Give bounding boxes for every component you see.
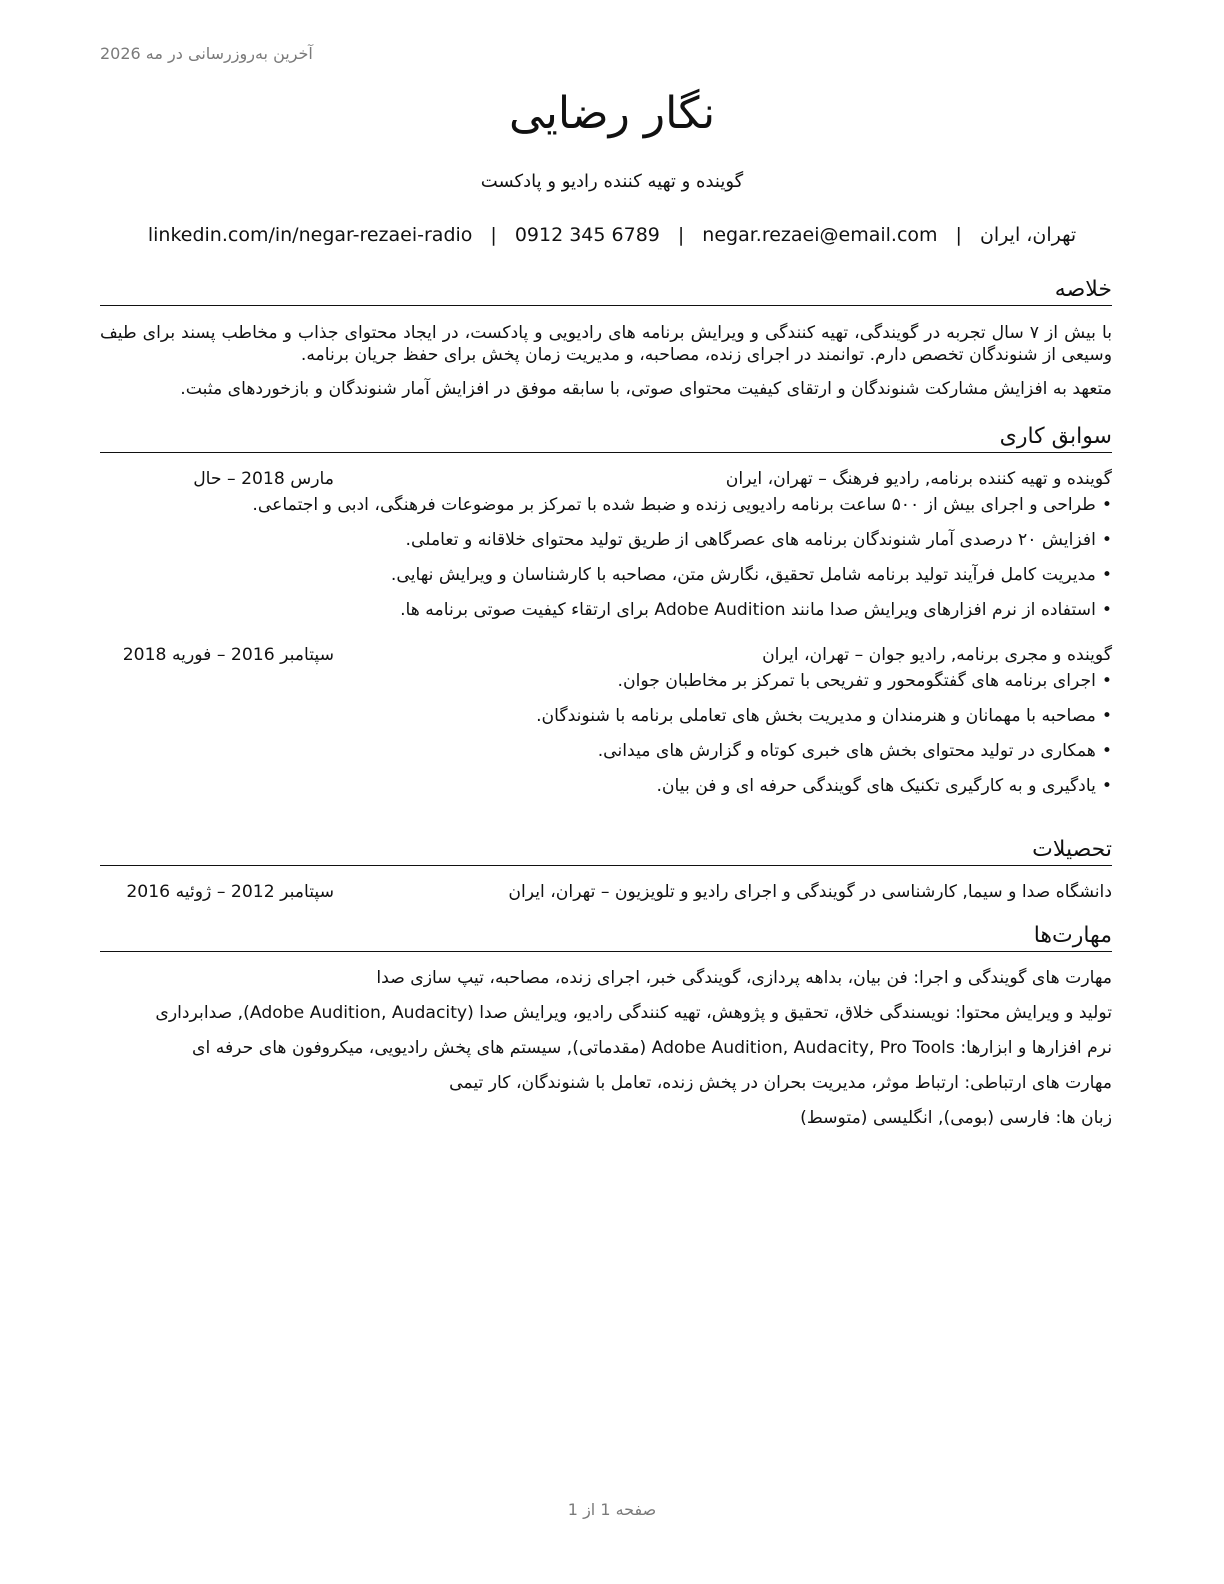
skill-line: مهارت های گویندگی و اجرا: فن بیان، بداهه پردازی، گویندگی خبر، اجرای زنده، مصاحبه، تیپ سازی صدا (376, 968, 1112, 988)
skills-list (100, 966, 1112, 1130)
contact-line (0, 224, 1224, 246)
skill-line: مهارت های ارتباطی: ارتباط موثر، مدیریت بحران در پخش زنده، تعامل با شنوندگان، کار تیمی (449, 1073, 1112, 1093)
bullet-icon: • (1101, 530, 1112, 550)
contact-linkedin[interactable]: linkedin.com/in/negar-rezaei-radio (147, 224, 473, 246)
job-bullet: •استفاده از نرم افزارهای ویرایش صدا مانند Adobe Audition برای ارتقاء کیفیت صوتی برنامه ها. (400, 600, 1112, 620)
job-heading: گوینده و تهیه کننده برنامه, رادیو فرهنگ – تهران، ایران (725, 469, 1112, 489)
bullet-icon: • (1101, 565, 1112, 585)
page-number: صفحه 1 از 1 (567, 1500, 657, 1519)
candidate-name: نگار رضایی (508, 88, 716, 139)
job-heading: گوینده و مجری برنامه, رادیو جوان – تهران، ایران (762, 645, 1112, 665)
summary-paragraph: با بیش از ۷ سال تجربه در گویندگی، تهیه کنندگی و ویرایش برنامه های رادیویی و پادکست، در ایجاد محتوای جذاب و مخاطب پسند برای طیف وسیعی از شنوندگان تخصص دارم. توانمند در اجرای زنده، مصاحبه، و مدیریت زمان پخش برای حفظ جریان برنامه. (100, 323, 1112, 365)
job-bullet: •مصاحبه با مهمانان و هنرمندان و مدیریت بخش های تعاملی برنامه با شنوندگان. (536, 706, 1112, 726)
education-title: تحصیلات (100, 836, 1112, 866)
job-bullet: •یادگیری و به کارگیری تکنیک های گویندگی حرفه ای و فن بیان. (656, 776, 1112, 796)
bullet-icon: • (1101, 600, 1112, 620)
education-dates: سپتامبر 2012 – ژوئیه 2016 (126, 882, 334, 902)
bullet-icon: • (1101, 671, 1112, 691)
contact-location: تهران، ایران (979, 224, 1077, 246)
summary-section (100, 276, 1112, 400)
contact-separator: | (677, 224, 685, 246)
candidate-headline: گوینده و تهیه کننده رادیو و پادکست (480, 171, 744, 192)
job-bullet: •اجرای برنامه های گفتگومحور و تفریحی با تمرکز بر مخاطبان جوان. (617, 671, 1112, 691)
education-section (100, 836, 1112, 904)
skills-section (100, 922, 1112, 1141)
bullet-icon: • (1101, 495, 1112, 515)
bullet-icon: • (1101, 741, 1112, 761)
bullet-icon: • (1101, 776, 1112, 796)
summary-title: خلاصه (100, 276, 1112, 306)
summary-paragraph: متعهد به افزایش مشارکت شنوندگان و ارتقای کیفیت محتوای صوتی، با سابقه موفق در افزایش آمار شنوندگان و بازخوردهای مثبت. (180, 379, 1112, 399)
skill-line: تولید و ویرایش محتوا: نویسندگی خلاق، تحقیق و پژوهش، تهیه کنندگی رادیو، ویرایش صدا (Adobe Audition, Audacity), صدابرداری (155, 1003, 1112, 1023)
contact-email[interactable]: negar.rezaei@email.com (702, 224, 938, 246)
bullet-icon: • (1101, 706, 1112, 726)
education-heading: دانشگاه صدا و سیما, کارشناسی در گویندگی و اجرای رادیو و تلویزیون – تهران، ایران (508, 882, 1112, 902)
job-entry (100, 467, 1112, 622)
job-dates: مارس 2018 – حال (193, 469, 334, 489)
contact-separator: | (955, 224, 962, 246)
job-bullet: •افزایش ۲۰ درصدی آمار شنوندگان برنامه های عصرگاهی از طریق تولید محتوای خلاقانه و تعاملی. (405, 530, 1112, 550)
skill-line: زبان ها: فارسی (بومی), انگلیسی (متوسط) (800, 1108, 1112, 1128)
job-bullet: •همکاری در تولید محتوای بخش های خبری کوتاه و گزارش های میدانی. (597, 741, 1112, 761)
contact-phone[interactable]: 0912 345 6789 (514, 224, 660, 246)
job-header (100, 467, 1112, 491)
job-entry (100, 643, 1112, 798)
last-updated-note: آخرین به‌روزرسانی در مه 2026 (100, 44, 313, 63)
job-bullets (100, 669, 1112, 798)
job-bullet: •مدیریت کامل فرآیند تولید برنامه شامل تحقیق، نگارش متن، مصاحبه با کارشناسان و ویرایش نهایی. (390, 565, 1112, 585)
contact-separator: | (490, 224, 497, 246)
education-entry (100, 880, 1112, 904)
job-header (100, 643, 1112, 667)
skill-line: نرم افزارها و ابزارها: Adobe Audition, Audacity, Pro Tools (مقدماتی), سیستم های پخش رادیویی، میکروفون های حرفه ای (192, 1038, 1112, 1058)
experience-title: سوابق کاری (100, 423, 1112, 453)
experience-section (100, 423, 1112, 798)
job-bullets (100, 493, 1112, 622)
job-dates: سپتامبر 2016 – فوریه 2018 (122, 645, 334, 665)
skills-title: مهارت‌ها (100, 922, 1112, 952)
job-bullet: •طراحی و اجرای بیش از ۵۰۰ ساعت برنامه رادیویی زنده و ضبط شده با تمرکز بر موضوعات فرهنگی، ادبی و اجتماعی. (252, 495, 1112, 515)
